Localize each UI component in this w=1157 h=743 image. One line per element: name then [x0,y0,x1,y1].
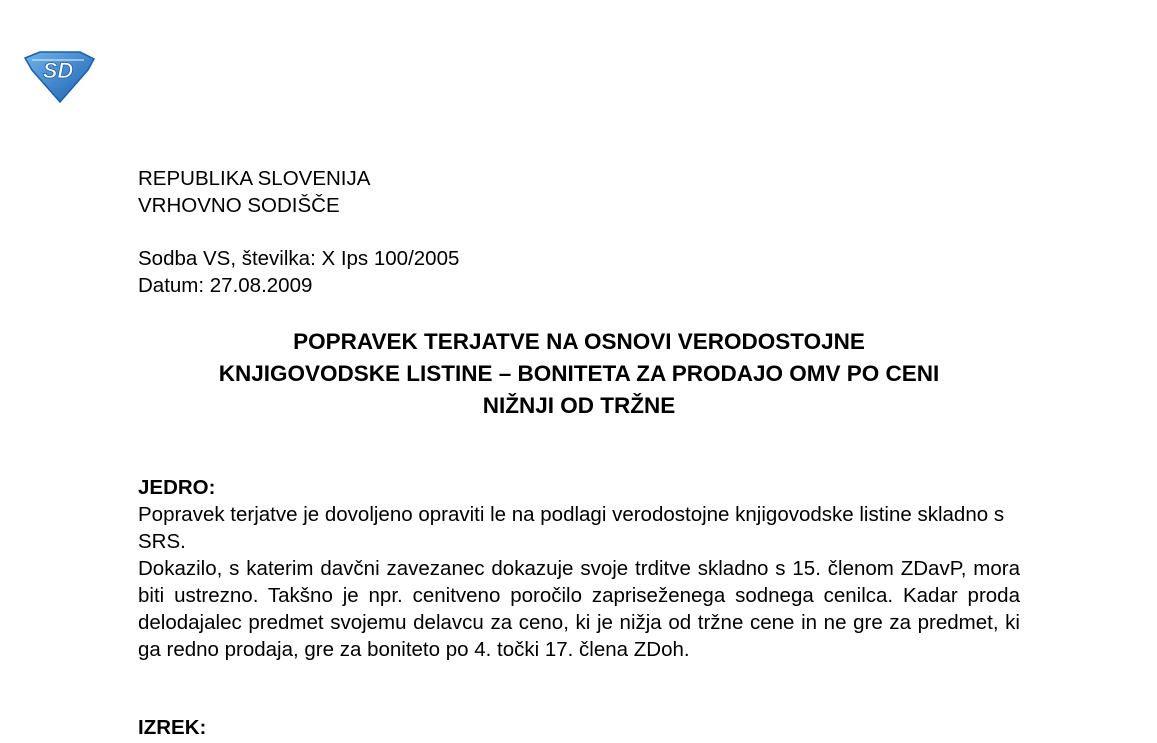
court-name: VRHOVNO SODIŠČE [138,194,340,217]
court-emblem-logo [22,50,96,104]
jedro-paragraph-2: Dokazilo, s katerim davčni zavezanec dokazuje svoje trditve skladno s 15. členom ZDavP, mora biti ustrezno. Takšno je npr. cenitveno poročilo zapriseženega sodnega cenilca. Kadar proda delodajalec predmet svojemu delavcu za ceno, ki je nižja od tržne cene in ne gre za predmet, ki ga redno prodaja, gre za boniteto po 4. točki 17. člena ZDoh. [138,557,1020,661]
izrek-section [138,714,1020,741]
document-title [138,326,1020,422]
case-date: Datum: 27.08.2009 [138,274,313,297]
title-line-3: NIŽNJI OD TRŽNE [482,393,676,418]
jedro-section [138,474,1020,663]
emblem-lettering: SD [42,58,74,83]
court-country: REPUBLIKA SLOVENIJA [138,167,371,190]
jedro-paragraph-1: Popravek terjatve je dovoljeno opraviti le na podlagi verodostojne knjigovodske listine skladno s SRS. [138,503,1005,553]
case-number: Sodba VS, številka: X Ips 100/2005 [138,247,460,270]
jedro-heading: JEDRO: [138,476,216,499]
title-line-1: POPRAVEK TERJATVE NA OSNOVI VERODOSTOJNE [293,329,865,354]
court-header [138,165,370,219]
case-meta [138,245,459,299]
izrek-heading: IZREK: [138,716,207,739]
title-line-2: KNJIGOVODSKE LISTINE – BONITETA ZA PRODAJO OMV PO CENI [218,361,940,386]
